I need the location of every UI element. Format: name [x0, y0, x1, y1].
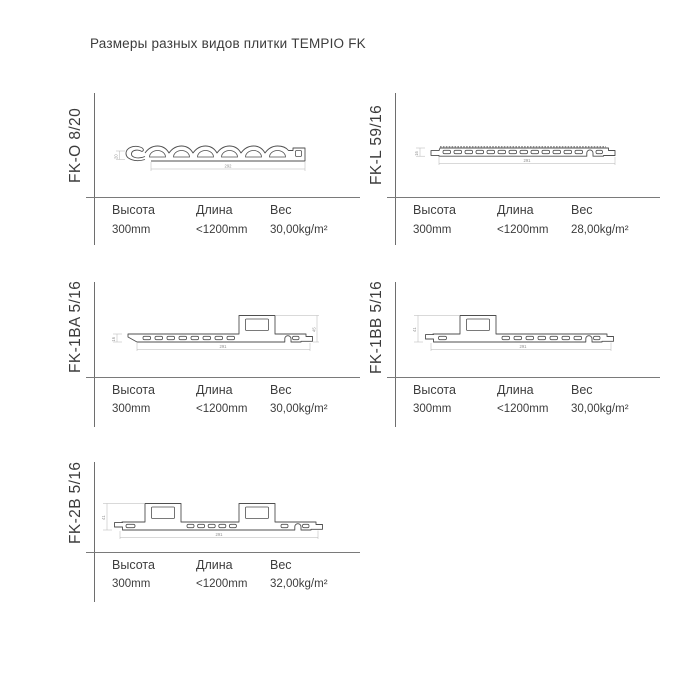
col-header-weight: Вес [571, 383, 593, 397]
dim-height-label: 45 [311, 327, 317, 332]
section-divider-vertical [395, 93, 396, 245]
value-weight: 30,00kg/m² [270, 403, 328, 415]
value-length: <1200mm [497, 224, 549, 236]
col-header-length: Длина [497, 203, 534, 217]
value-height: 300mm [112, 224, 151, 236]
dim-thickness-label: 16 [111, 336, 117, 342]
col-header-height: Высота [112, 203, 155, 217]
section-divider-vertical [94, 282, 95, 427]
col-header-length: Длина [196, 558, 233, 572]
profile-drawing-fk-2b [100, 492, 335, 546]
section-divider-horizontal [86, 197, 360, 198]
section-fk-l-59-16 [361, 90, 662, 248]
section-fk-2b-5-16 [60, 448, 362, 606]
value-height: 300mm [413, 403, 452, 415]
col-header-length: Длина [497, 383, 534, 397]
section-divider-horizontal [86, 552, 360, 553]
value-length: <1200mm [196, 224, 248, 236]
dim-height-label: 41 [101, 515, 107, 520]
section-label: FK-2B 5/16 [67, 461, 84, 545]
col-header-length: Длина [196, 203, 233, 217]
section-divider-vertical [395, 282, 396, 427]
section-fk-1ba-5-16 [60, 272, 362, 430]
value-weight: 30,00kg/m² [270, 224, 328, 236]
col-header-height: Высота [112, 558, 155, 572]
profile-drawing-fk-l [413, 136, 628, 172]
profile-drawing-fk-1bb [411, 304, 626, 358]
value-length: <1200mm [497, 403, 549, 415]
value-height: 300mm [112, 403, 151, 415]
profile-drawing-fk-1ba [110, 304, 325, 358]
value-length: <1200mm [196, 578, 248, 590]
value-height: 300mm [413, 224, 452, 236]
value-height: 300mm [112, 578, 151, 590]
section-divider-horizontal [86, 377, 360, 378]
dim-width-label: 291 [519, 344, 527, 349]
dim-width-label: 292 [224, 163, 232, 169]
col-header-length: Длина [196, 383, 233, 397]
col-header-weight: Вес [270, 558, 292, 572]
col-header-weight: Вес [270, 383, 292, 397]
section-divider-vertical [94, 93, 95, 245]
profile-drawing-fk-o [112, 136, 322, 180]
col-header-height: Высота [413, 203, 456, 217]
col-header-weight: Вес [571, 203, 593, 217]
section-label: FK-L 59/16 [368, 104, 385, 186]
section-label: FK-1BB 5/16 [368, 280, 385, 374]
value-weight: 32,00kg/m² [270, 578, 328, 590]
col-header-height: Высота [112, 383, 155, 397]
col-header-weight: Вес [270, 203, 292, 217]
section-label: FK-1BA 5/16 [67, 280, 84, 374]
section-divider-horizontal [387, 377, 660, 378]
section-fk-o-8-20 [60, 90, 362, 248]
col-header-height: Высота [413, 383, 456, 397]
dim-width-label: 291 [523, 158, 531, 163]
section-label: FK-O 8/20 [67, 107, 84, 183]
dim-thickness-label: 16 [414, 151, 420, 156]
dim-height-label: 41 [412, 327, 418, 332]
section-divider-vertical [94, 462, 95, 602]
section-divider-horizontal [387, 197, 660, 198]
value-length: <1200mm [196, 403, 248, 415]
value-weight: 30,00kg/m² [571, 403, 629, 415]
dim-width-label: 291 [219, 344, 227, 349]
value-weight: 28,00kg/m² [571, 224, 629, 236]
section-fk-1bb-5-16 [361, 272, 662, 430]
dim-width-label: 291 [215, 532, 223, 537]
dim-thickness-label: 20 [113, 154, 119, 159]
page-title: Размеры разных видов плитки TEMPIO FK [90, 36, 366, 51]
